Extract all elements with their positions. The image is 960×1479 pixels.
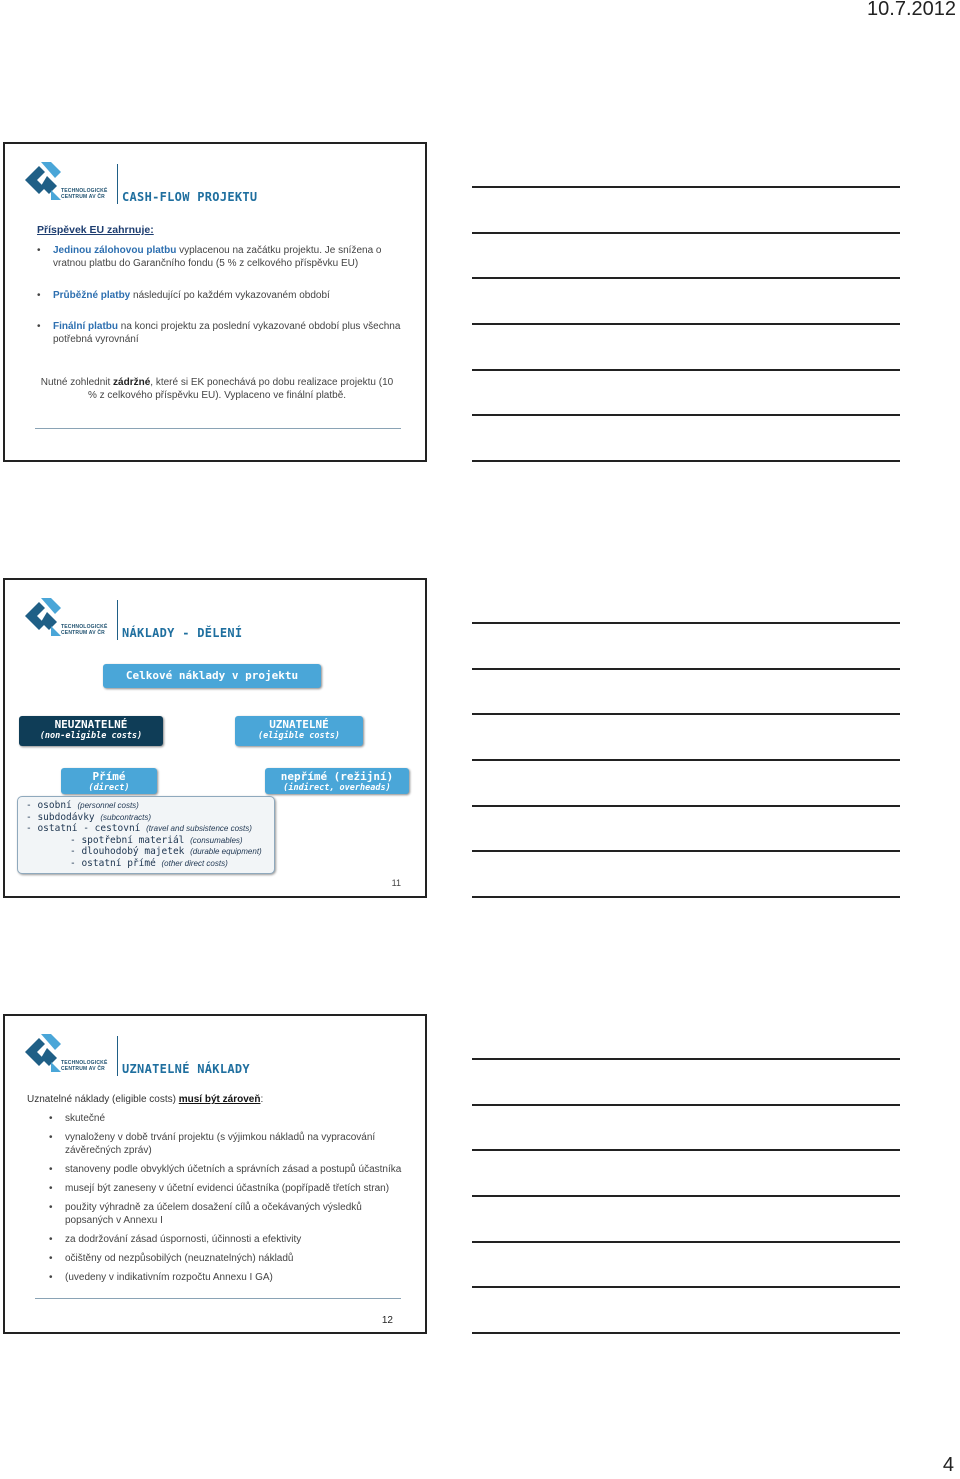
note-line xyxy=(472,805,900,807)
note-line xyxy=(472,1149,900,1151)
retention-note: Nutné zohlednit zádržné, které si EK ponechává po dobu realizace projektu (10 % z celkového příspěvku EU). Vyplaceno ve finální platbě. xyxy=(40,377,394,401)
list-item: • Finální platbu na konci projektu za poslední vykazované období plus všechna potřebná vyrovnání xyxy=(37,320,407,346)
note-line xyxy=(472,460,900,462)
slide-cash-flow xyxy=(3,142,427,462)
list-item: • vynaloženy v době trvání projektu (s výjimkou nákladů na vypracování závěrečných zpráv) xyxy=(49,1131,409,1157)
eligible-box: UZNATELNÉ (eligible costs) xyxy=(235,716,363,746)
slide-number: 12 xyxy=(381,1315,393,1326)
note-line xyxy=(472,850,900,852)
note-line xyxy=(472,759,900,761)
direct-costs-detail xyxy=(17,796,275,874)
bullet-list xyxy=(49,1112,409,1290)
detail-item: - subdodávky (subcontracts) xyxy=(26,811,152,823)
list-item: • očištěny od nezpůsobilých (neuznatelných) nákladů xyxy=(49,1252,409,1265)
note-line xyxy=(472,323,900,325)
tc-logo xyxy=(21,594,113,642)
note-line xyxy=(472,896,900,898)
indirect-box: nepřímé (režijní) (indirect, overheads) xyxy=(265,768,409,794)
list-item: • skutečné xyxy=(49,1112,409,1125)
logo-text-line2: CENTRUM AV ČR xyxy=(61,630,105,636)
note-line xyxy=(472,277,900,279)
list-item: • použity výhradně za účelem dosažení cílů a očekávaných výsledků popsaných v Annexu I xyxy=(49,1201,409,1227)
non-eligible-box: NEUZNATELNÉ (non-eligible costs) xyxy=(19,716,163,746)
intro-text: Uznatelné náklady (eligible costs) musí být zároveň: xyxy=(27,1094,264,1105)
note-line xyxy=(472,622,900,624)
detail-item: - dlouhodobý majetek (durable equipment) xyxy=(70,846,262,858)
note-line xyxy=(472,186,900,188)
list-item: • za dodržování zásad úspornosti, účinnosti a efektivity xyxy=(49,1233,409,1246)
slide-eligible-costs xyxy=(3,1014,427,1334)
header-date: 10.7.2012 xyxy=(867,0,956,20)
logo-text-line1: TECHNOLOGICKÉ xyxy=(61,188,108,194)
tc-logo xyxy=(21,158,113,206)
note-line xyxy=(472,713,900,715)
title-divider xyxy=(117,600,118,640)
slide-title: UZNATELNÉ NÁKLADY xyxy=(122,1062,250,1076)
list-item: • (uvedeny v indikativním rozpočtu Annexu I GA) xyxy=(49,1271,409,1284)
total-costs-box: Celkové náklady v projektu xyxy=(103,664,321,688)
list-item: • stanoveny podle obvyklých účetních a správních zásad a postupů účastníka xyxy=(49,1163,409,1176)
note-line xyxy=(472,1241,900,1243)
note-line xyxy=(472,1104,900,1106)
bottom-rule xyxy=(35,1298,401,1299)
bottom-rule xyxy=(35,428,401,429)
note-line xyxy=(472,232,900,234)
slide-number: 11 xyxy=(391,878,401,888)
section-heading: Příspěvek EU zahrnuje: xyxy=(37,224,154,236)
slide-cost-division xyxy=(3,578,427,898)
detail-item: - spotřební materiál (consumables) xyxy=(70,834,243,846)
page-number: 4 xyxy=(942,1454,954,1476)
note-line xyxy=(472,668,900,670)
direct-box: Přímé (direct) xyxy=(61,768,157,794)
detail-item: - osobní (personnel costs) xyxy=(26,800,139,811)
tc-logo-icon xyxy=(21,1030,65,1074)
title-divider xyxy=(117,1036,118,1076)
list-item: • Jedinou zálohovou platbu vyplacenou na začátku projektu. Je snížena o vratnou platbu do Garančního fondu (5 % z celkového příspěvku EU) xyxy=(37,244,407,270)
note-line xyxy=(472,1195,900,1197)
tc-logo-icon xyxy=(21,594,65,638)
note-line xyxy=(472,414,900,416)
title-divider xyxy=(117,164,118,204)
logo-text-line1: TECHNOLOGICKÉ xyxy=(61,1060,108,1066)
logo-text-line2: CENTRUM AV ČR xyxy=(61,1066,105,1072)
detail-item: - ostatní - cestovní (travel and subsistence costs) xyxy=(26,823,252,835)
note-line xyxy=(472,1058,900,1060)
detail-item: - ostatní přímé (other direct costs) xyxy=(70,857,228,869)
note-line xyxy=(472,369,900,371)
list-item: • Průběžné platby následující po každém vykazovaném období xyxy=(37,289,407,302)
note-line xyxy=(472,1332,900,1334)
tc-logo-icon xyxy=(21,158,65,202)
note-line xyxy=(472,1286,900,1288)
tc-logo xyxy=(21,1030,113,1078)
logo-text-line2: CENTRUM AV ČR xyxy=(61,194,105,200)
logo-text-line1: TECHNOLOGICKÉ xyxy=(61,624,108,630)
slide-title: CASH-FLOW PROJEKTU xyxy=(122,190,258,204)
list-item: • musejí být zaneseny v účetní evidenci účastníka (popřípadě třetích stran) xyxy=(49,1182,409,1195)
bullet-list xyxy=(37,244,407,346)
slide-title: NÁKLADY - DĚLENÍ xyxy=(122,626,243,640)
